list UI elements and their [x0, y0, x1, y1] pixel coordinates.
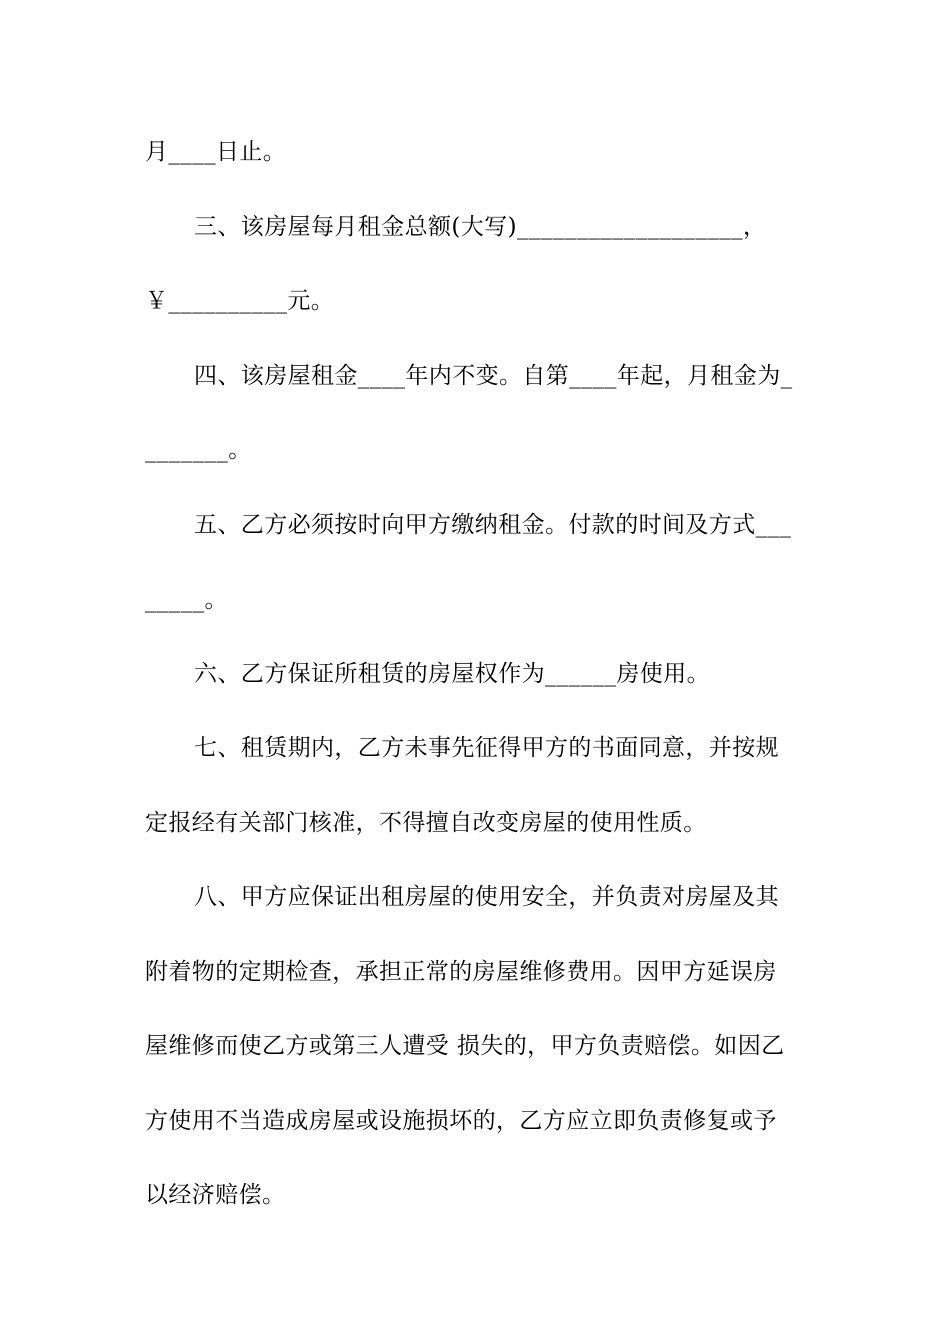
clause-8-line-4: 方使用不当造成房屋或设施损坏的，乙方应立即负责修复或予 [145, 1108, 777, 1134]
clause-7-line-2: 定报经有关部门核准，不得擅自改变房屋的使用性质。 [145, 810, 707, 836]
text-line: 月____日止。 [145, 139, 287, 165]
clause-8-line-3: 屋维修而使乙方或第三人遭受 损失的，甲方负责赔偿。如因乙 [145, 1033, 785, 1059]
clause-3-line-2: ￥__________元。 [145, 288, 335, 314]
clause-4-line-2: _______。 [145, 437, 252, 463]
clause-8-line-2: 附着物的定期检查，承担正常的房屋维修费用。因甲方延误房 [145, 959, 777, 985]
clause-3-line-1: 三、该房屋每月租金总额(大写)___________________， [194, 214, 767, 240]
clause-5-line-2: _____。 [145, 587, 228, 613]
clause-6-line-1: 六、乙方保证所租赁的房屋权作为______房使用。 [194, 661, 710, 687]
clause-4-line-1: 四、该房屋租金____年内不变。自第____年起，月租金为_ [194, 363, 793, 389]
clause-5-line-1: 五、乙方必须按时向甲方缴纳租金。付款的时间及方式___ [194, 512, 792, 538]
clause-8-line-1: 八、甲方应保证出租房屋的使用安全，并负责对房屋及其 [194, 884, 779, 910]
clause-7-line-1: 七、租赁期内，乙方未事先征得甲方的书面同意，并按规 [194, 735, 779, 761]
clause-8-line-5: 以经济赔偿。 [145, 1182, 286, 1208]
